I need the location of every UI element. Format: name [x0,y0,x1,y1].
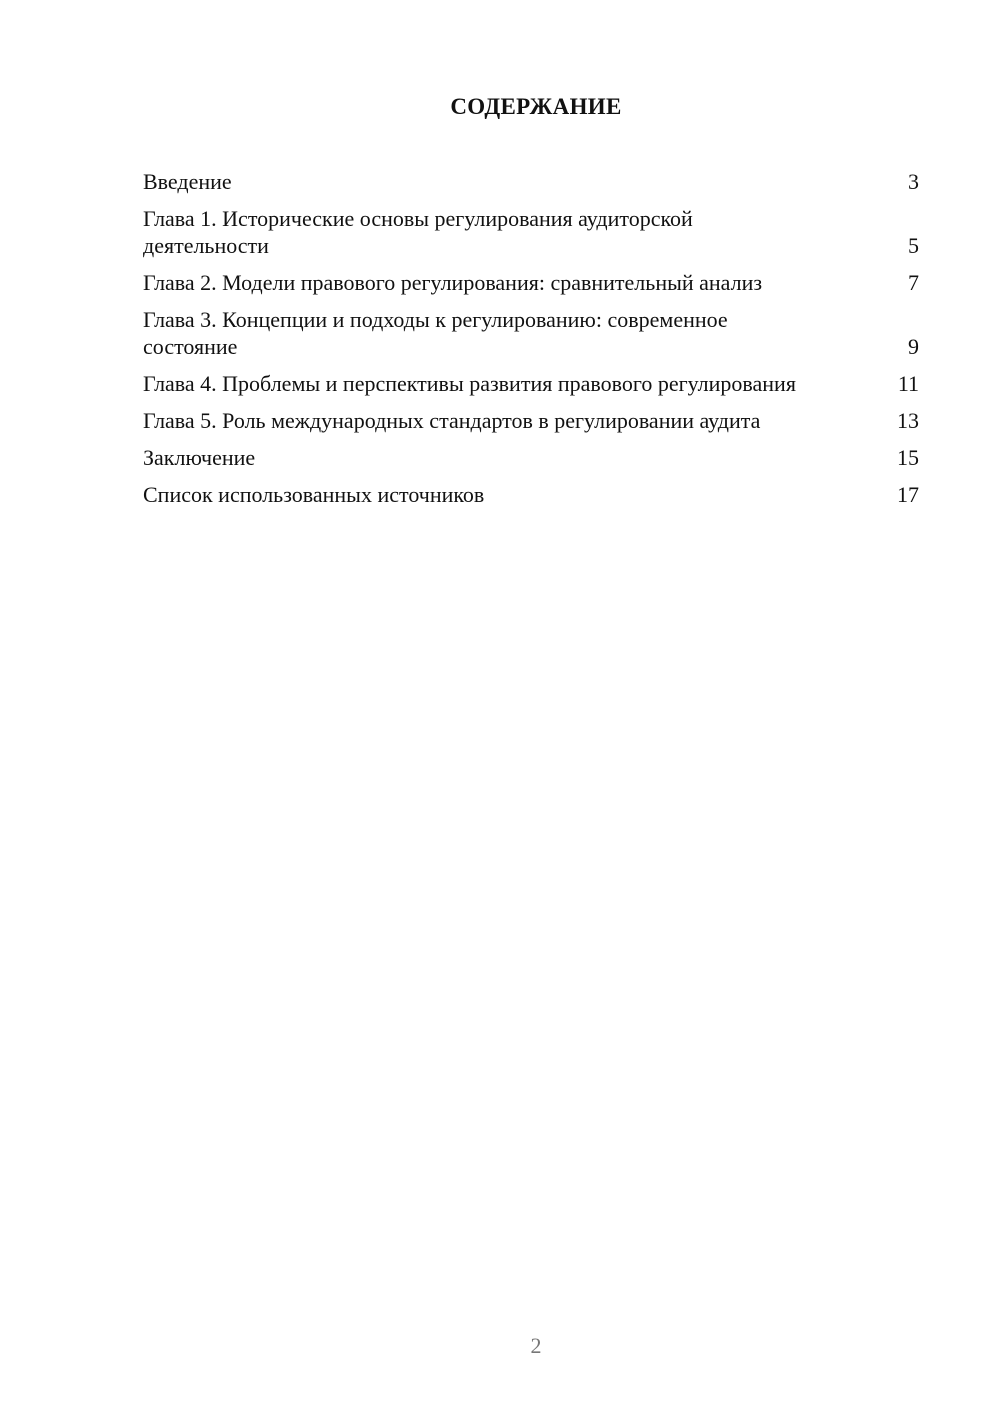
toc-entry-page: 9 [908,334,919,359]
toc-entry-chapter-1[interactable] [143,205,919,259]
toc-entry-chapter-4[interactable] [143,370,919,397]
toc-entry-page: 7 [908,270,919,295]
toc-entry-title: Глава 2. Модели правового регулирования: сравнительный анализ [143,270,763,295]
toc-entry-chapter-2[interactable] [143,269,919,296]
toc-entry-page: 13 [897,408,919,433]
toc-entry-page: 15 [897,445,919,470]
toc-entry-chapter-3[interactable] [143,306,919,360]
toc-entry-chapter-5[interactable] [143,407,919,434]
toc-entry-page: 11 [897,371,919,396]
toc-entry-title: Глава 3. Концепции и подходы к регулированию: современное состояние [143,307,728,359]
toc-heading: СОДЕРЖАНИЕ [450,94,622,119]
toc-entry-title: Список использованных источников [143,482,485,507]
toc-entry-title: Глава 1. Исторические основы регулирования аудиторской деятельности [143,206,693,258]
toc-entry-title: Введение [143,169,232,194]
toc-entry-page: 5 [908,233,919,258]
toc-entry-introduction[interactable] [143,168,919,195]
page-number: 2 [530,1333,542,1358]
toc-entry-title: Глава 5. Роль международных стандартов в регулировании аудита [143,408,761,433]
table-of-contents [143,168,919,518]
toc-entry-references[interactable] [143,481,919,508]
toc-entry-conclusion[interactable] [143,444,919,471]
toc-entry-title: Заключение [143,445,256,470]
toc-entry-page: 17 [897,482,919,507]
toc-entry-page: 3 [908,169,919,194]
toc-entry-title: Глава 4. Проблемы и перспективы развития правового регулирования [143,371,796,396]
